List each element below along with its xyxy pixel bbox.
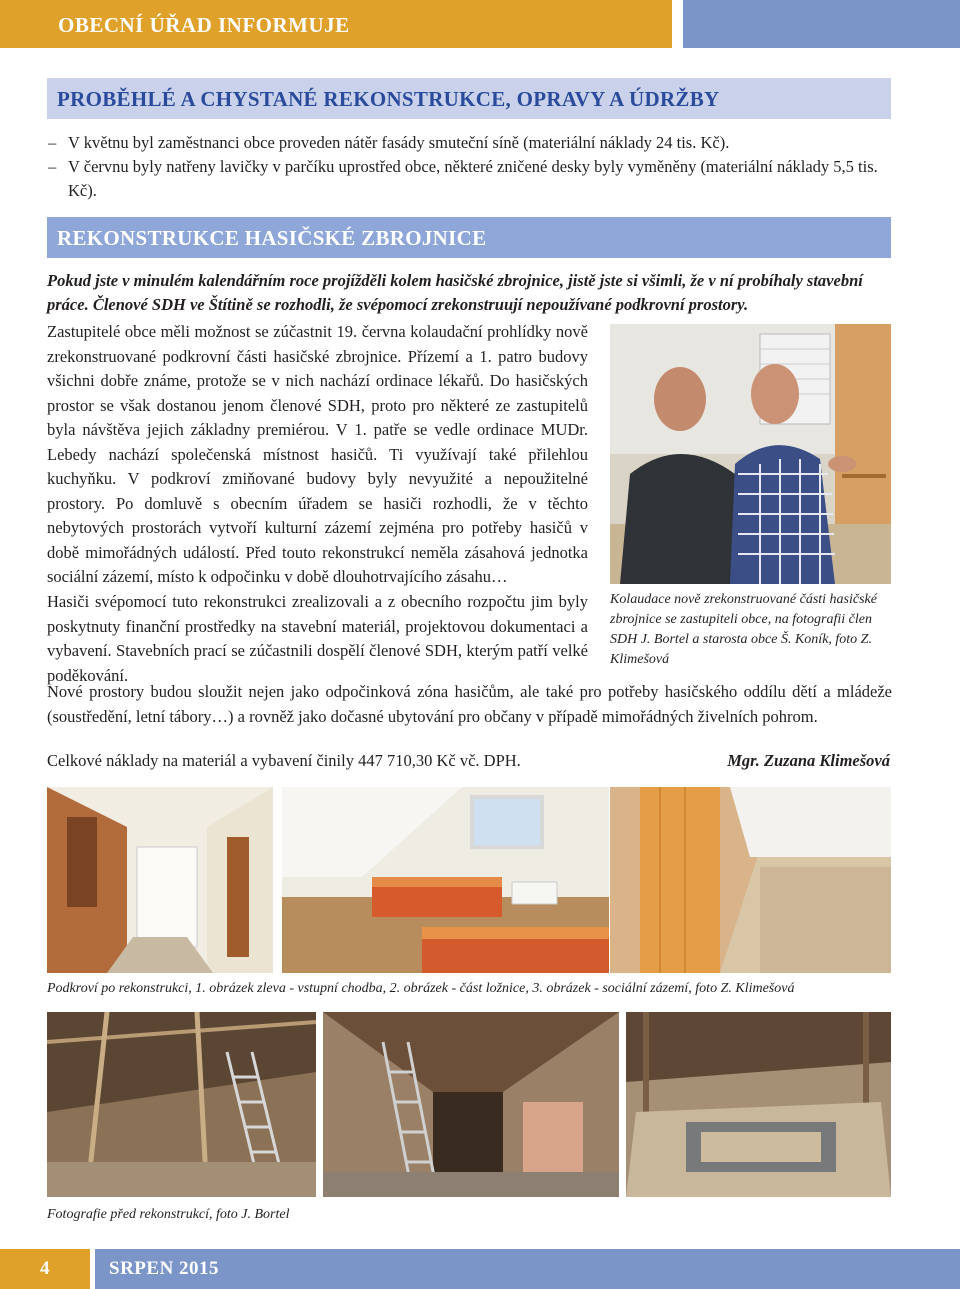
footer-bar xyxy=(95,1249,960,1289)
photo-caption: Kolaudace nově zrekonstruované části hasičské zbrojnice se zastupiteli obce, na fotografii člen SDH J. Bortel a starosta obce Š. Koník, foto Z. Klimešová xyxy=(610,592,877,667)
gallery2-caption: Fotografie před rekonstrukcí, foto J. Bortel xyxy=(47,1207,290,1222)
body-paragraph: Nové prostory budou sloužit nejen jako odpočinková zóna hasičům, ale také pro potřeby hasičského oddílu dětí a mládeže (soustředění, letní tábory…) a rovněž jako dočasné ubytování pro občany v případě mimořádných živelních pohrom. xyxy=(47,682,892,726)
cost-line: Celkové náklady na materiál a vybavení činily 447 710,30 Kč vč. DPH. xyxy=(47,751,521,770)
header-accent xyxy=(683,0,960,48)
header-bar xyxy=(0,0,672,48)
section1-title: PROBĚHLÉ A CHYSTANÉ REKONSTRUKCE, OPRAVY A ÚDRŽBY xyxy=(57,87,720,111)
header-title: OBECNÍ ÚŘAD INFORMUJE xyxy=(58,13,350,37)
body-paragraph: Hasiči svépomocí tuto rekonstrukci zrealizovali a z obecního rozpočtu jim byly poskytnuty finanční prostředky na stavební materiál, projektovou dokumentaci a vybavení. Stavebních prací se zúčastnili dospělí členové SDH, kterým patří velké poděkování. xyxy=(47,592,588,685)
footer-page-box xyxy=(0,1249,90,1289)
section2-title: REKONSTRUKCE HASIČSKÉ ZBROJNICE xyxy=(57,226,487,250)
section2-title-bar xyxy=(47,217,891,258)
section1-title-bar xyxy=(47,78,891,119)
photo-attic-before-2 xyxy=(323,1012,619,1197)
photo-hallway xyxy=(47,787,273,973)
photo-attic-before-3 xyxy=(626,1012,891,1197)
issue-label: SRPEN 2015 xyxy=(109,1258,220,1279)
lead-paragraph: Pokud jste v minulém kalendářním roce projížděli kolem hasičské zbrojnice, jistě jste si všimli, že v ní probíhaly stavební práce. Členové SDH ve Štítině se rozhodli, že svépomocí zrekonstruují nepoužívané podkrovní prostory. xyxy=(47,271,863,314)
photo-inspection xyxy=(610,324,891,584)
page-number: 4 xyxy=(40,1258,50,1279)
gallery1-caption: Podkroví po rekonstrukci, 1. obrázek zleva - vstupní chodba, 2. obrázek - část ložnice, 3. obrázek - sociální zázemí, foto Z. Klimešová xyxy=(47,981,795,996)
body-paragraph: Zastupitelé obce měli možnost se zúčastnit 19. června kolaudační prohlídky nově zrekonstruované podkrovní části hasičské zbrojnice. Přízemí a 1. patro budovy všichni dobře známe, protože se v nich nachází ordinace lékařů. Do hasičských prostor se však dostanou jenom členové SDH, proto pro některé ze zastupitelů byla návštěva jejich základny premiérou. V 1. patře se vedle ordinace MUDr. Lebedy nachází společenská místnost hasičů. Ti využívají také přilehlou kuchyňku. V podkroví zmiňované budovy byly nevyužité a nepoužitelné prostory. Po domluvě s obecním úřadem se hasiči rozhodli, že v těchto nebytových prostorách vytvoří kulturní zázemí zejména pro potřeby hasičů v době mimořádných událostí. Před touto rekonstrukcí neměla zásahová jednotka sociální zázemí, místo k odpočinku v době dlouhotrvajícího zásahu… xyxy=(47,322,588,586)
list-item: – V květnu byl zaměstnanci obce proveden nátěr fasády smuteční síně (materiální náklady 24 tis. Kč). xyxy=(48,133,730,152)
photo-bedroom xyxy=(282,787,609,973)
author: Mgr. Zuzana Klimešová xyxy=(727,751,890,770)
list-item: – V červnu byly natřeny lavičky v parčíku uprostřed obce, některé zničené desky byly vyměněny (materiální náklady 5,5 tis. Kč). xyxy=(48,157,878,200)
photo-bathroom xyxy=(610,787,891,973)
photo-attic-before-1 xyxy=(47,1012,316,1197)
